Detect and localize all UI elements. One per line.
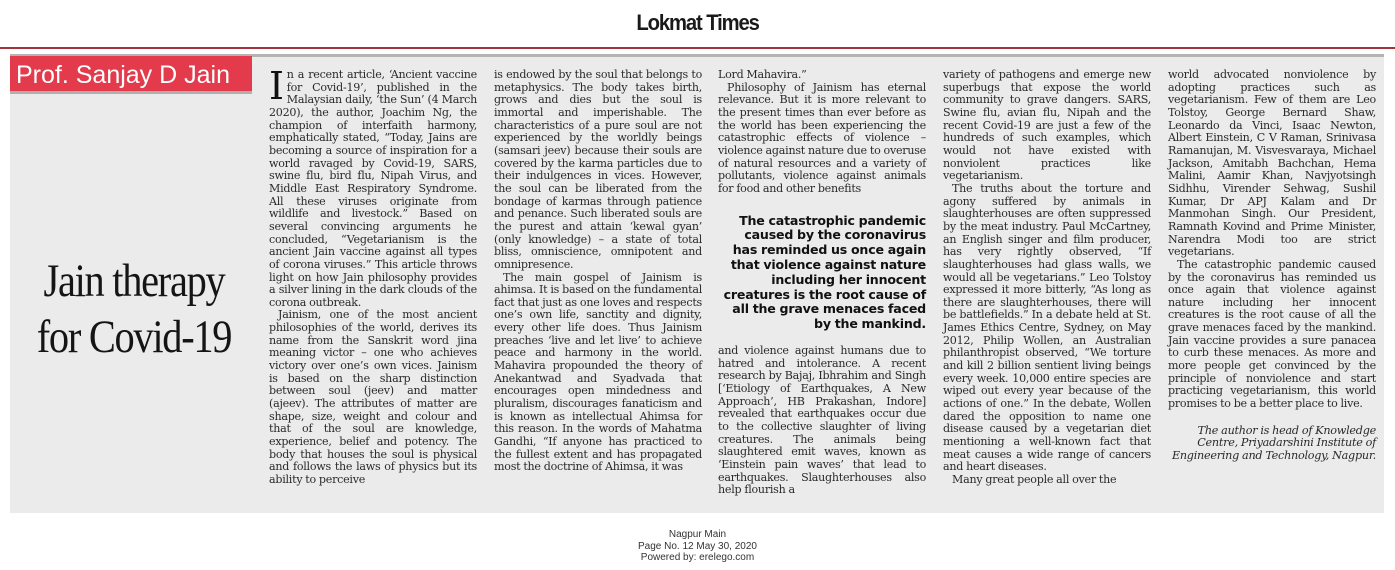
page-number-date: Page No. 12 May 30, 2020 (638, 540, 757, 552)
paragraph: is endowed by the soul that belongs to metaphysics. The body takes birth, grows and dies but the soul is immortal and imperishable. The characteristics of a pure soul are not experienced by the worldly beings (samsari jeev) because their souls are covered by the karma particles due to their indulgences in vices. However, the soul can be liberated from the bondage of karmas through patience and penance. Such liberated souls are the purest and attain ‘kewal gyan’ (only knowledge) – a state of total bliss, omniscience, omnipotent and omnipresence. (494, 68, 702, 271)
article-headline (27, 253, 240, 365)
paragraph (269, 64, 477, 309)
article-column-1 (269, 64, 477, 487)
paragraph: Jainism, one of the most ancient philosophies of the world, derives its name from the Sanskrit word jina meaning victor – one who achieves victory over one’s own vices. Jainism is based on the sharp distinction between soul (jeev) and matter (ajeev). The attributes of matter are shape, size, weight and colour and that of the soul are knowledge, experience, belief and potency. The body that houses the soul is physical and follows the laws of physics but its ability to perceive (269, 308, 477, 486)
article-column-2 (494, 69, 702, 474)
paragraph: The catastrophic pandemic caused by the coronavirus has reminded us once again that violence against nature including her innocent creatures is the root cause of all the grave menaces faced by the mankind. Jain vaccine provides a sure panacea to curb these menaces. As more and more people get convinced by the principle of nonviolence and start practicing vegetarianism, this world promises to be a better place to live. (1168, 257, 1376, 411)
headline-line-1: Jain therapy (43, 255, 225, 307)
drop-cap: I (269, 64, 284, 108)
paragraph: Many great people all over the (952, 473, 1117, 486)
page-footer (0, 529, 1395, 564)
newspaper-logo: Lokmat Times (636, 10, 759, 35)
masthead-rule (0, 47, 1395, 49)
paragraph: variety of pathogens and emerge new superbugs that expose the world community to grave dangers. SARS, Swine flu, avian flu, Nipah and the recent Covid-19 are just a few of the hundreds of such examples, which would not have existed with nonviolent practices like vegetarianism. (943, 68, 1151, 183)
paragraph: The main gospel of Jainism is ahimsa. It is based on the fundamental fact that just as one loves and respects one’s own life, sanctity and dignity, every other life does. Thus Jainism preaches ‘live and let live’ to achieve peace and harmony in the world. Mahavira propounded the theory of Anekantwad and Syadvada that encourages open mindedness and pluralism, discourages fanaticism and is known as intellectual Ahimsa for this reason. In the words of Mahatma Gandhi, “If anyone has practiced to the fullest extent and has propagated most the doctrine of Ahimsa, it was (494, 270, 702, 474)
article-column-3 (718, 68, 926, 497)
masthead (0, 0, 1395, 47)
paragraph: Philosophy of Jainism has eternal relevance. But it is more relevant to the present times than ever before as the world has been experiencing the catastrophic effects of violence – violence against nature due to overuse of natural resources and a variety of pollutants, violence against animals for food and other benefits (718, 80, 926, 195)
article-column-4 (943, 69, 1151, 487)
paragraph-text: n a recent article, ‘Ancient vaccine for Covid-19’, published in the Malaysian daily, ‘the Sun’ (4 March 2020), the author, Joachim Ng, the champion of interfaith harmony, emphatically stated, “Today, Jains are becoming a source of inspiration for a world ravaged by Covid-19, SARS, swine flu, bird flu, Nipah Virus, and Middle East Respiratory Syndrome. All these viruses originate from wildlife and livestock.” Based on several convincing arguments he concluded, “Vegetarianism is the ancient Jain vaccine against all types of corona viruses.” This article throws light on how Jain philosophy provides a silver lining in the dark clouds of the corona outbreak. (269, 68, 477, 309)
pull-quote: The catastrophic pandemic caused by the coronavirus has reminded us once again that violence against nature including her innocent creatures is the root cause of all the grave menaces faced by the mankind. (723, 212, 926, 332)
author-note: The author is head of Knowledge Centre, Priyadarshini Institute of Engineering and Technology, Nagpur. (1171, 423, 1376, 462)
headline-line-2: for Covid-19 (36, 311, 232, 363)
edition-name: Nagpur Main (668, 529, 727, 540)
paragraph: The truths about the torture and agony suffered by animals in slaughterhouses are often suppressed by the meat industry. Paul McCartney, an English singer and film producer, has very rightly observed, “If slaughterhouses had glass walls, we would all be vegetarians.” Leo Tolstoy expressed it more bitterly, “As long as there are slaughterhouses, there will be battlefields.” In a debate held at St. James Ethics Centre, Sydney, on May 2012, Philip Wollen, an Australian philanthropist observed, “We torture and kill 2 billion sentient living beings every week. 10,000 entire species are wiped out every year because of the actions of one.” In the debate, Wollen dared the opposition to name one disease caused by a vegetarian diet mentioning a well-known fact that meat causes a wide range of cancers and heart diseases. (943, 181, 1151, 474)
paragraph: world advocated nonviolence by adopting practices such as vegetarianism. Few of them are Leo Tolstoy, George Bernard Shaw, Leonardo da Vinci, Isaac Newton, Albert Einstein, C V Raman, Srinivasa Ramanujan, M. Visvesvaraya, Michael Jackson, Amitabh Bachchan, Hema Malini, Aamir Khan, Navjyotsingh Sidhhu, Virender Sehwag, Sushil Kumar, Dr APJ Kalam and Dr Manmohan Singh. Our President, Ramnath Kovind and Prime Minister, Narendra Modi too are strict vegetarians. (1168, 68, 1376, 259)
paragraph: Lord Mahavira.” (718, 68, 807, 81)
author-byline: Prof. Sanjay D Jain (10, 56, 252, 94)
column-3-continued (718, 345, 926, 497)
powered-by: Powered by: erelego.com (640, 552, 755, 563)
paragraph: and violence against humans due to hatred and intolerance. A recent research by Bajaj, Ibhrahim and Singh [‘Etiology of Earthquakes, A New Approach’, HB Prakashan, Indore] revealed that earthquakes occur due to the collective slaughter of living creatures. The animals being slaughtered emit waves, known as ‘Einstein pain waves’ that lead to earthquakes. Slaughterhouses also help flourish a (718, 344, 926, 497)
article-column-5 (1168, 69, 1376, 463)
